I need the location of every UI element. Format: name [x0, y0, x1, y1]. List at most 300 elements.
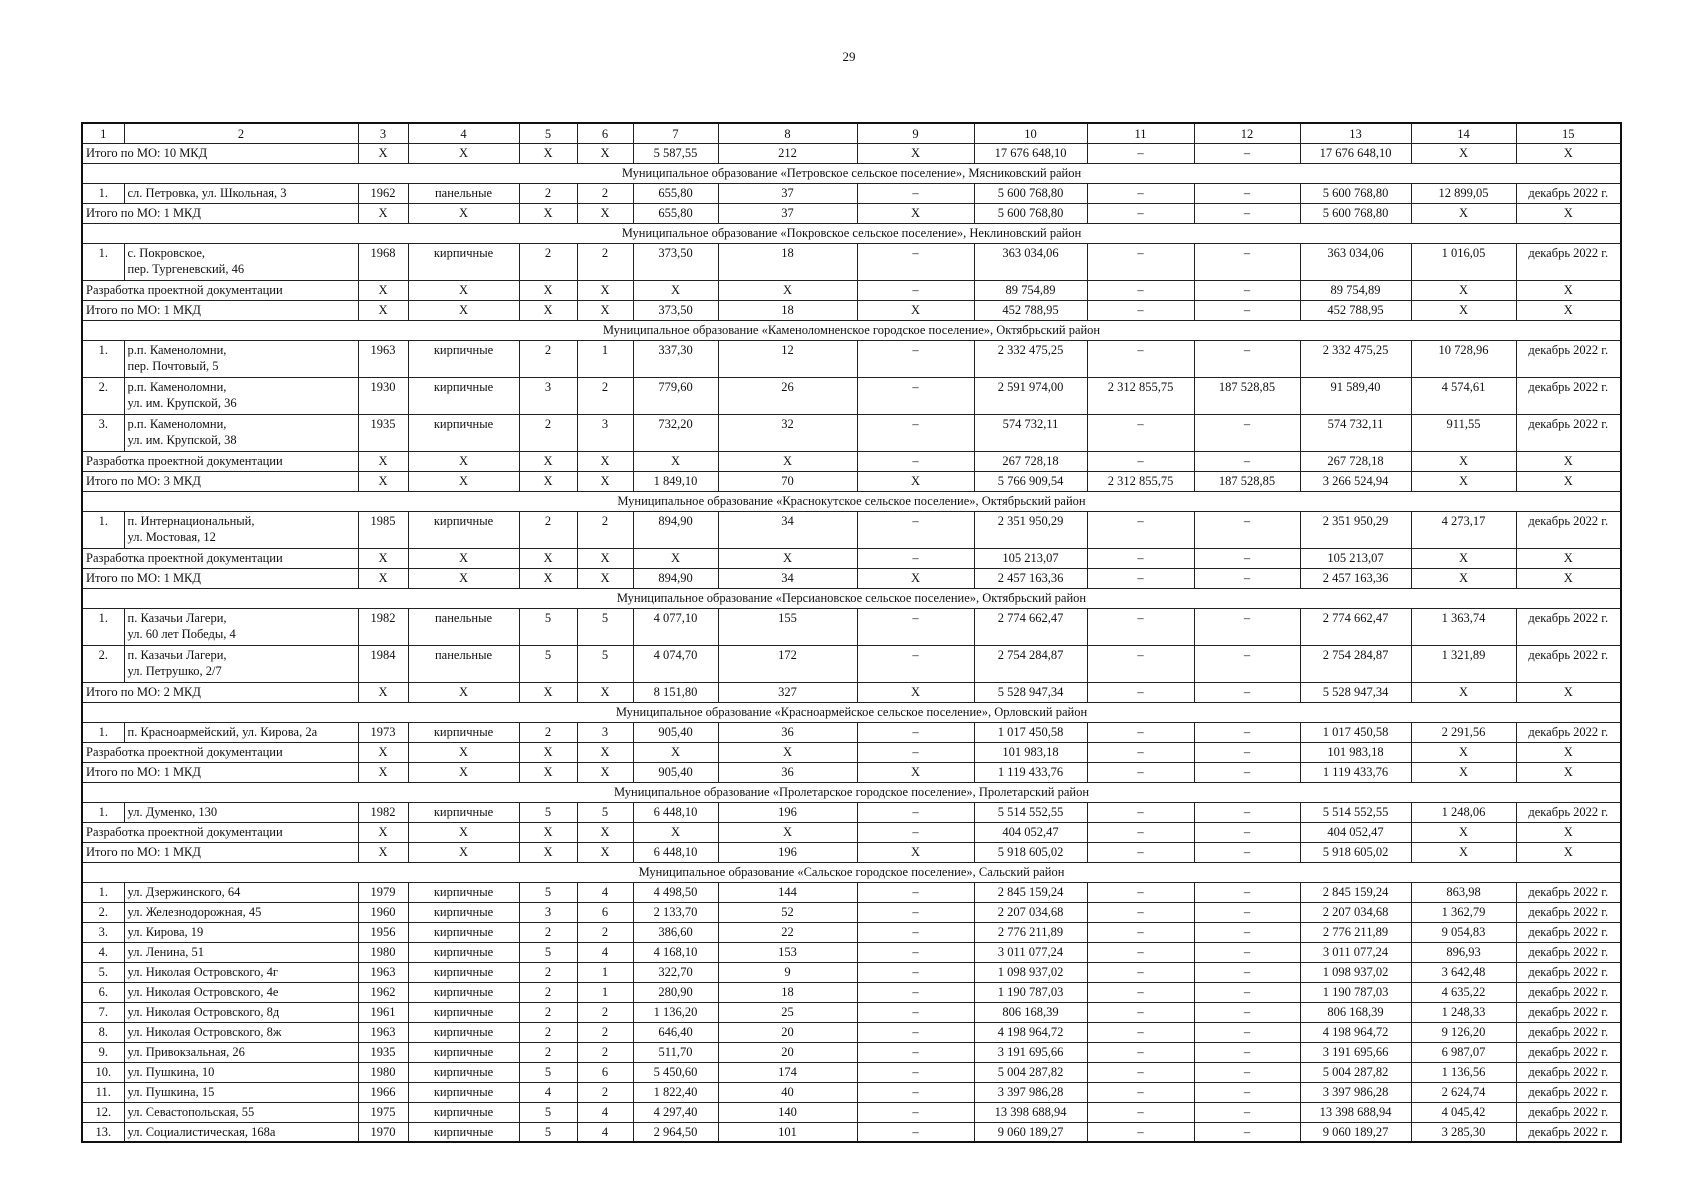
summary-cell: –: [1194, 451, 1300, 471]
data-cell: –: [857, 942, 974, 962]
summary-cell: 905,40: [633, 762, 718, 782]
summary-cell: –: [1194, 568, 1300, 588]
column-number-cell: 9: [857, 123, 974, 143]
summary-cell: –: [1194, 203, 1300, 223]
data-cell: –: [1087, 608, 1194, 645]
address-cell: [124, 882, 358, 902]
data-cell: 2: [519, 922, 577, 942]
summary-cell: X: [1516, 742, 1621, 762]
address-line: пер. Тургеневский, 46: [127, 261, 245, 276]
summary-cell: X: [358, 682, 408, 702]
data-cell: 3: [577, 414, 633, 451]
address-line: ул. Пушкина, 15: [127, 1084, 215, 1099]
summary-cell: 267 728,18: [1300, 451, 1411, 471]
summary-cell: 105 213,07: [974, 548, 1087, 568]
data-cell: 4: [577, 1102, 633, 1122]
summary-cell: X: [1516, 822, 1621, 842]
data-cell: –: [857, 414, 974, 451]
summary-cell: –: [857, 451, 974, 471]
column-number-cell: 10: [974, 123, 1087, 143]
summary-cell: X: [408, 568, 519, 588]
summary-cell: X: [857, 568, 974, 588]
data-cell: 2 332 475,25: [974, 340, 1087, 377]
summary-cell: 1 119 433,76: [1300, 762, 1411, 782]
column-number-cell: 12: [1194, 123, 1300, 143]
data-cell: 905,40: [633, 722, 718, 742]
row-number: 1.: [82, 802, 124, 822]
data-cell: 5 004 287,82: [974, 1062, 1087, 1082]
address-line: ул. Привокзальная, 26: [127, 1044, 245, 1059]
summary-cell: X: [519, 842, 577, 862]
data-cell: 18: [718, 243, 857, 280]
summary-cell: 36: [718, 762, 857, 782]
data-cell: кирпичные: [408, 340, 519, 377]
data-cell: 25: [718, 1002, 857, 1022]
data-cell: –: [857, 962, 974, 982]
summary-cell: X: [1516, 568, 1621, 588]
summary-cell: X: [408, 742, 519, 762]
data-cell: 1 190 787,03: [1300, 982, 1411, 1002]
data-cell: –: [857, 802, 974, 822]
address-line: ул. Социалистическая, 168а: [127, 1124, 276, 1139]
data-cell: 1963: [358, 962, 408, 982]
summary-cell: 655,80: [633, 203, 718, 223]
section-heading: Муниципальное образование «Петровское сельское поселение», Мясниковский район: [82, 163, 1621, 183]
data-cell: –: [857, 882, 974, 902]
row-number: 1.: [82, 340, 124, 377]
summary-cell: X: [1411, 842, 1516, 862]
address-line: пер. Почтовый, 5: [127, 358, 219, 373]
summary-cell: X: [408, 280, 519, 300]
row-number: 12.: [82, 1102, 124, 1122]
row-number: 13.: [82, 1122, 124, 1142]
summary-cell: –: [1087, 762, 1194, 782]
data-cell: декабрь 2022 г.: [1516, 942, 1621, 962]
data-cell: панельные: [408, 183, 519, 203]
summary-cell: 452 788,95: [974, 300, 1087, 320]
data-cell: 373,50: [633, 243, 718, 280]
address-cell: [124, 1102, 358, 1122]
summary-cell: 404 052,47: [974, 822, 1087, 842]
summary-cell: 5 918 605,02: [974, 842, 1087, 862]
data-cell: 1963: [358, 340, 408, 377]
summary-cell: X: [1411, 822, 1516, 842]
data-cell: –: [1087, 1042, 1194, 1062]
summary-cell: X: [358, 143, 408, 163]
data-cell: 187 528,85: [1194, 377, 1300, 414]
data-cell: 511,70: [633, 1042, 718, 1062]
summary-cell: 70: [718, 471, 857, 491]
data-cell: 172: [718, 645, 857, 682]
summary-cell: –: [857, 822, 974, 842]
data-cell: 1979: [358, 882, 408, 902]
data-cell: 3 191 695,66: [1300, 1042, 1411, 1062]
data-cell: 2: [577, 511, 633, 548]
data-cell: 2: [577, 1002, 633, 1022]
column-number-row: [82, 123, 1621, 143]
data-cell: кирпичные: [408, 902, 519, 922]
summary-row: [82, 762, 1621, 782]
data-cell: 1: [577, 982, 633, 1002]
summary-label: Разработка проектной документации: [82, 822, 358, 842]
data-cell: кирпичные: [408, 882, 519, 902]
section-heading: Муниципальное образование «Каменоломненское городское поселение», Октябрьский район: [82, 320, 1621, 340]
summary-label: Итого по МО: 1 МКД: [82, 203, 358, 223]
address-cell: [124, 1002, 358, 1022]
data-cell: –: [1087, 183, 1194, 203]
table-row: [82, 183, 1621, 203]
data-cell: 4: [577, 1122, 633, 1142]
data-cell: 13 398 688,94: [974, 1102, 1087, 1122]
data-cell: 6 987,07: [1411, 1042, 1516, 1062]
summary-cell: X: [1516, 300, 1621, 320]
summary-cell: X: [358, 742, 408, 762]
data-cell: –: [1087, 1122, 1194, 1142]
address-line: ул. им. Крупской, 36: [127, 395, 237, 410]
summary-cell: X: [358, 568, 408, 588]
data-cell: кирпичные: [408, 1102, 519, 1122]
data-cell: кирпичные: [408, 511, 519, 548]
summary-cell: X: [1411, 742, 1516, 762]
summary-cell: X: [577, 300, 633, 320]
summary-cell: –: [1194, 742, 1300, 762]
row-number: 1.: [82, 722, 124, 742]
data-cell: 386,60: [633, 922, 718, 942]
address-line: ул. 60 лет Победы, 4: [127, 626, 236, 641]
summary-label: Итого по МО: 1 МКД: [82, 568, 358, 588]
column-number-cell: 2: [124, 123, 358, 143]
summary-label: Разработка проектной документации: [82, 280, 358, 300]
data-cell: 6: [577, 902, 633, 922]
housing-repair-table: [81, 122, 1622, 1143]
summary-cell: 452 788,95: [1300, 300, 1411, 320]
data-cell: 1970: [358, 1122, 408, 1142]
summary-cell: X: [519, 471, 577, 491]
data-cell: 1961: [358, 1002, 408, 1022]
data-cell: 894,90: [633, 511, 718, 548]
data-cell: –: [857, 511, 974, 548]
data-cell: 2 207 034,68: [1300, 902, 1411, 922]
data-cell: 9 060 189,27: [974, 1122, 1087, 1142]
address-line: п. Казачьи Лагери,: [127, 647, 227, 662]
summary-cell: X: [358, 548, 408, 568]
data-cell: 896,93: [1411, 942, 1516, 962]
data-cell: 2 351 950,29: [1300, 511, 1411, 548]
address-cell: [124, 982, 358, 1002]
data-cell: 1982: [358, 608, 408, 645]
data-cell: 2: [577, 377, 633, 414]
address-line: ул. Думенко, 130: [127, 804, 218, 819]
data-cell: –: [857, 1122, 974, 1142]
data-cell: декабрь 2022 г.: [1516, 183, 1621, 203]
data-cell: 1 190 787,03: [974, 982, 1087, 1002]
data-cell: 4: [577, 882, 633, 902]
data-cell: 5 514 552,55: [974, 802, 1087, 822]
data-cell: 34: [718, 511, 857, 548]
summary-row: [82, 842, 1621, 862]
summary-cell: 37: [718, 203, 857, 223]
data-cell: –: [1087, 511, 1194, 548]
summary-cell: X: [1516, 682, 1621, 702]
section-row: [82, 320, 1621, 340]
data-cell: 4 574,61: [1411, 377, 1516, 414]
data-cell: декабрь 2022 г.: [1516, 1122, 1621, 1142]
summary-cell: X: [519, 280, 577, 300]
summary-cell: –: [1194, 548, 1300, 568]
summary-cell: X: [577, 822, 633, 842]
summary-cell: 404 052,47: [1300, 822, 1411, 842]
section-heading: Муниципальное образование «Краснокутское сельское поселение», Октябрьский район: [82, 491, 1621, 511]
data-cell: –: [1087, 1082, 1194, 1102]
address-line: ул. Николая Островского, 8д: [127, 1004, 280, 1019]
summary-cell: –: [1194, 762, 1300, 782]
summary-cell: 17 676 648,10: [1300, 143, 1411, 163]
row-number: 9.: [82, 1042, 124, 1062]
data-cell: 1 248,06: [1411, 802, 1516, 822]
data-cell: 20: [718, 1022, 857, 1042]
data-cell: 144: [718, 882, 857, 902]
summary-cell: X: [408, 451, 519, 471]
data-cell: 3 191 695,66: [974, 1042, 1087, 1062]
data-cell: 1 362,79: [1411, 902, 1516, 922]
table-row: [82, 1102, 1621, 1122]
address-cell: [124, 183, 358, 203]
data-cell: 3 285,30: [1411, 1122, 1516, 1142]
address-cell: [124, 1062, 358, 1082]
data-cell: 4 498,50: [633, 882, 718, 902]
summary-cell: –: [1194, 300, 1300, 320]
data-cell: 2 754 284,87: [974, 645, 1087, 682]
column-number-cell: 3: [358, 123, 408, 143]
data-cell: –: [1194, 645, 1300, 682]
summary-cell: X: [577, 471, 633, 491]
data-cell: –: [1087, 962, 1194, 982]
address-cell: [124, 1042, 358, 1062]
data-cell: 4: [577, 942, 633, 962]
summary-cell: –: [1194, 143, 1300, 163]
summary-cell: 6 448,10: [633, 842, 718, 862]
data-cell: –: [1087, 243, 1194, 280]
data-cell: 280,90: [633, 982, 718, 1002]
data-cell: –: [857, 982, 974, 1002]
data-cell: 2: [519, 243, 577, 280]
section-heading: Муниципальное образование «Сальское городское поселение», Сальский район: [82, 862, 1621, 882]
summary-cell: X: [1411, 568, 1516, 588]
data-cell: –: [1087, 645, 1194, 682]
data-cell: 2 351 950,29: [974, 511, 1087, 548]
summary-cell: X: [519, 568, 577, 588]
summary-cell: X: [857, 762, 974, 782]
section-row: [82, 782, 1621, 802]
data-cell: 1 098 937,02: [974, 962, 1087, 982]
summary-row: [82, 300, 1621, 320]
table-row: [82, 414, 1621, 451]
data-cell: 1962: [358, 183, 408, 203]
data-cell: –: [1194, 511, 1300, 548]
summary-cell: X: [358, 842, 408, 862]
summary-cell: X: [1516, 451, 1621, 471]
data-cell: 3: [519, 377, 577, 414]
column-number-cell: 14: [1411, 123, 1516, 143]
data-cell: 12: [718, 340, 857, 377]
data-cell: –: [1087, 340, 1194, 377]
data-cell: 2 624,74: [1411, 1082, 1516, 1102]
summary-cell: 196: [718, 842, 857, 862]
summary-cell: X: [1411, 300, 1516, 320]
summary-cell: –: [857, 280, 974, 300]
data-cell: 2: [519, 1042, 577, 1062]
data-cell: 2 312 855,75: [1087, 377, 1194, 414]
address-line: ул. Дзержинского, 64: [127, 884, 241, 899]
table-row: [82, 982, 1621, 1002]
address-line: ул. Кирова, 19: [127, 924, 204, 939]
table-row: [82, 377, 1621, 414]
data-cell: –: [857, 1042, 974, 1062]
data-cell: 1 248,33: [1411, 1002, 1516, 1022]
summary-cell: 3 266 524,94: [1300, 471, 1411, 491]
address-cell: [124, 645, 358, 682]
summary-label: Итого по МО: 1 МКД: [82, 300, 358, 320]
summary-cell: X: [1411, 451, 1516, 471]
summary-cell: 5 600 768,80: [974, 203, 1087, 223]
summary-cell: X: [358, 203, 408, 223]
data-cell: –: [1194, 942, 1300, 962]
summary-cell: X: [1411, 471, 1516, 491]
summary-cell: 1 849,10: [633, 471, 718, 491]
summary-cell: X: [577, 742, 633, 762]
address-line: ул. Пушкина, 10: [127, 1064, 215, 1079]
summary-cell: X: [358, 280, 408, 300]
data-cell: 1980: [358, 942, 408, 962]
data-cell: –: [1087, 902, 1194, 922]
address-line: ул. им. Крупской, 38: [127, 432, 237, 447]
summary-cell: –: [1194, 682, 1300, 702]
data-cell: 22: [718, 922, 857, 942]
data-cell: декабрь 2022 г.: [1516, 340, 1621, 377]
data-cell: 5 600 768,80: [974, 183, 1087, 203]
table-row: [82, 243, 1621, 280]
data-cell: 2 332 475,25: [1300, 340, 1411, 377]
data-cell: 5: [577, 802, 633, 822]
table-row: [82, 962, 1621, 982]
summary-row: [82, 471, 1621, 491]
data-cell: –: [1087, 922, 1194, 942]
data-cell: кирпичные: [408, 414, 519, 451]
row-number: 3.: [82, 414, 124, 451]
row-number: 1.: [82, 608, 124, 645]
data-cell: –: [857, 183, 974, 203]
data-cell: панельные: [408, 608, 519, 645]
data-cell: 2: [519, 511, 577, 548]
summary-label: Разработка проектной документации: [82, 451, 358, 471]
address-cell: [124, 942, 358, 962]
summary-cell: X: [577, 203, 633, 223]
summary-cell: X: [408, 842, 519, 862]
data-cell: декабрь 2022 г.: [1516, 982, 1621, 1002]
data-cell: кирпичные: [408, 1042, 519, 1062]
data-cell: –: [1087, 1022, 1194, 1042]
table-row: [82, 511, 1621, 548]
summary-row: [82, 742, 1621, 762]
summary-cell: X: [577, 451, 633, 471]
data-cell: декабрь 2022 г.: [1516, 1062, 1621, 1082]
column-number-cell: 1: [82, 123, 124, 143]
summary-cell: X: [1411, 280, 1516, 300]
summary-cell: –: [1087, 203, 1194, 223]
summary-cell: 212: [718, 143, 857, 163]
summary-cell: X: [1411, 762, 1516, 782]
data-cell: 5: [519, 1062, 577, 1082]
data-cell: кирпичные: [408, 1022, 519, 1042]
summary-label: Разработка проектной документации: [82, 548, 358, 568]
data-cell: кирпичные: [408, 1122, 519, 1142]
data-cell: 5 514 552,55: [1300, 802, 1411, 822]
table-row: [82, 1002, 1621, 1022]
data-cell: 655,80: [633, 183, 718, 203]
summary-cell: X: [577, 143, 633, 163]
summary-cell: X: [519, 822, 577, 842]
data-cell: 3: [519, 902, 577, 922]
data-cell: –: [1087, 722, 1194, 742]
data-cell: 1968: [358, 243, 408, 280]
data-cell: 1975: [358, 1102, 408, 1122]
data-cell: 3 011 077,24: [974, 942, 1087, 962]
data-cell: 2: [519, 183, 577, 203]
address-cell: [124, 511, 358, 548]
address-line: р.п. Каменоломни,: [127, 416, 227, 431]
data-cell: 2 776 211,89: [974, 922, 1087, 942]
summary-cell: X: [857, 682, 974, 702]
table-row: [82, 608, 1621, 645]
data-cell: 6 448,10: [633, 802, 718, 822]
summary-cell: X: [358, 300, 408, 320]
row-number: 7.: [82, 1002, 124, 1022]
summary-row: [82, 682, 1621, 702]
summary-cell: X: [857, 143, 974, 163]
data-cell: –: [1194, 922, 1300, 942]
row-number: 1.: [82, 882, 124, 902]
summary-row: [82, 548, 1621, 568]
data-cell: 1: [577, 340, 633, 377]
section-row: [82, 862, 1621, 882]
summary-cell: 5 766 909,54: [974, 471, 1087, 491]
summary-cell: 373,50: [633, 300, 718, 320]
summary-cell: X: [408, 682, 519, 702]
data-cell: 2: [577, 243, 633, 280]
summary-cell: X: [1516, 762, 1621, 782]
data-cell: 646,40: [633, 1022, 718, 1042]
data-cell: –: [1194, 962, 1300, 982]
address-line: п. Красноармейский, ул. Кирова, 2а: [127, 724, 318, 739]
data-cell: –: [1194, 802, 1300, 822]
summary-cell: X: [408, 203, 519, 223]
column-number-cell: 13: [1300, 123, 1411, 143]
data-cell: декабрь 2022 г.: [1516, 1022, 1621, 1042]
data-cell: 40: [718, 1082, 857, 1102]
data-cell: 5: [519, 802, 577, 822]
row-number: 6.: [82, 982, 124, 1002]
summary-cell: –: [1087, 742, 1194, 762]
data-cell: 1: [577, 962, 633, 982]
summary-cell: 187 528,85: [1194, 471, 1300, 491]
data-cell: 5 600 768,80: [1300, 183, 1411, 203]
data-cell: –: [1087, 882, 1194, 902]
data-cell: –: [1087, 982, 1194, 1002]
address-line: п. Интернациональный,: [127, 513, 255, 528]
data-cell: 574 732,11: [1300, 414, 1411, 451]
summary-cell: X: [577, 548, 633, 568]
summary-cell: 17 676 648,10: [974, 143, 1087, 163]
